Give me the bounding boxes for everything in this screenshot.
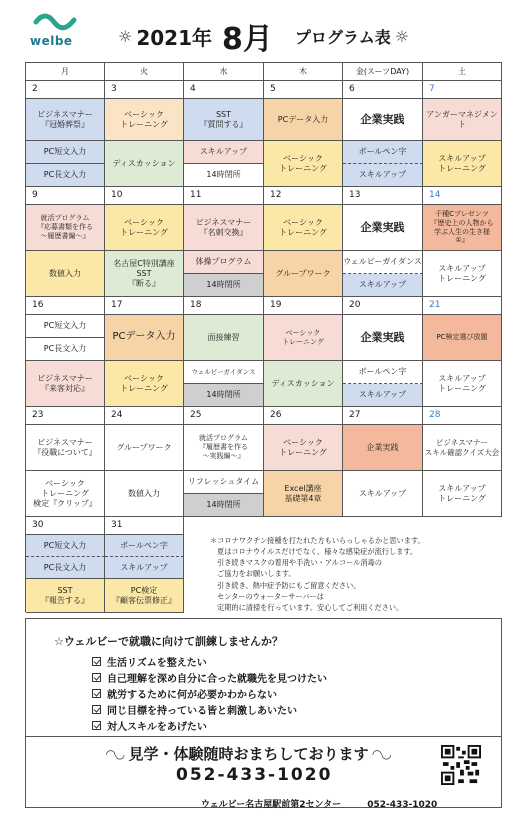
program-cell: 企業実践: [343, 99, 423, 141]
notice-text: [210, 535, 500, 613]
checkbox-icon: [92, 705, 101, 714]
qr-code-icon[interactable]: [441, 745, 481, 785]
notice-line: 夏はコロナウイルスだけでなく、様々な感染症が流行します。: [217, 547, 418, 557]
date-cell: 18: [184, 297, 264, 315]
program-cell: ベーシック トレーニング: [264, 205, 343, 251]
program-cell: スキルアップ: [343, 274, 423, 297]
weekday-tue: 火: [105, 63, 184, 81]
program-cell: 数値入力: [105, 471, 184, 517]
calendar-grid: [25, 62, 502, 518]
program-cell: Excel講座 基礎第4章: [264, 471, 343, 517]
program-cell: PC短文入力: [26, 141, 105, 164]
program-cell: ベーシック トレーニング: [264, 315, 343, 361]
notice-line: 定期的に清掃を行っています。安心してご利用ください。: [217, 602, 404, 612]
date-cell: 11: [184, 187, 264, 205]
program-cell: 企業実践: [343, 315, 423, 361]
checklist-label: 自己理解を深め自分に合った就職先を見つけたい: [107, 673, 327, 685]
checkbox-icon: [92, 673, 101, 682]
checkbox-icon: [92, 689, 101, 698]
date-cell: 16: [26, 297, 105, 315]
program-cell: ベーシック トレーニング: [105, 205, 184, 251]
date-cell: 13: [343, 187, 423, 205]
logo-text: welbe: [30, 34, 73, 48]
program-cell: 就活プログラム 『履歴書を作る ～実践編～』: [184, 425, 264, 471]
program-cell: PC短文入力: [26, 315, 105, 338]
program-cell: PC検定 『顧客伝票修正』: [105, 579, 184, 613]
date-cell: 28: [423, 407, 502, 425]
date-cell: 31: [105, 517, 184, 535]
program-cell: ビジネスマナー 『役職について』: [26, 425, 105, 471]
date-cell: 19: [264, 297, 343, 315]
program-cell: 面接練習: [184, 315, 264, 361]
program-cell: 体操プログラム: [184, 251, 264, 274]
program-cell: PC長文入力: [26, 338, 105, 361]
divider: [26, 736, 501, 737]
program-cell: スキルアップ トレーニング: [423, 251, 502, 297]
checklist-item: [92, 685, 327, 701]
program-cell: PCデータ入力: [264, 99, 343, 141]
date-cell: 21: [423, 297, 502, 315]
date-cell: 24: [105, 407, 184, 425]
date-cell: 27: [343, 407, 423, 425]
program-cell: 14時閉所: [184, 274, 264, 297]
program-cell: ビジネスマナー スキル確認クイズ大会: [423, 425, 502, 471]
checklist-item: [92, 717, 327, 733]
date-cell: 23: [26, 407, 105, 425]
date-cell: 12: [264, 187, 343, 205]
program-cell: ディスカッション: [264, 361, 343, 407]
program-cell: スキルアップ: [343, 384, 423, 407]
program-cell: ビジネスマナー 『冠婚葬祭』: [26, 99, 105, 141]
sun-ornament-icon: ☼: [394, 26, 410, 46]
program-cell: スキルアップ: [184, 141, 264, 164]
program-cell: グループワーク: [264, 251, 343, 297]
phone-number[interactable]: 052-433-1020: [176, 765, 333, 785]
date-cell: 4: [184, 81, 264, 99]
program-cell: PC長文入力: [26, 164, 105, 187]
program-cell: ウェルビーガイダンス: [184, 361, 264, 384]
date-cell: 5: [264, 81, 343, 99]
visit-banner: [106, 743, 391, 764]
appeal-question: ☆ウェルビーで就職に向けて訓練しませんか？: [54, 635, 283, 648]
program-cell: 名古屋C特別講座 SST 『断る』: [105, 251, 184, 297]
center-name: ウェルビー名古屋駅前第2センター: [201, 800, 342, 810]
center-phone: 052-433-1020: [367, 800, 438, 810]
program-cell: 14時閉所: [184, 384, 264, 407]
program-cell: PC長文入力: [26, 557, 105, 579]
checklist-item: [92, 653, 327, 669]
weekday-fri: 金(スーツDAY): [343, 63, 423, 81]
program-cell: PC検定選び放題: [423, 315, 502, 361]
program-cell: ボールペン字: [343, 141, 423, 164]
program-cell: 千種Cプレゼンツ 『歴史上の人物から 学ぶ人生の生き様 ①』: [423, 205, 502, 251]
sun-ornament-icon: ☼: [118, 26, 133, 46]
program-cell: ベーシック トレーニング: [264, 141, 343, 187]
notice-line: 引き続きマスクの着用や手洗い・アルコール消毒の: [217, 558, 382, 568]
program-cell: ディスカッション: [105, 141, 184, 187]
program-cell: ウェルビーガイダンス: [343, 251, 423, 274]
program-cell: リフレッシュタイム: [184, 471, 264, 494]
checklist-label: 対人スキルをあげたい: [107, 721, 207, 733]
date-cell: 25: [184, 407, 264, 425]
date-cell: 14: [423, 187, 502, 205]
notice-line: センターのウォーターサーバーは: [217, 591, 324, 601]
program-cell: スキルアップ: [343, 164, 423, 187]
program-cell: ビジネスマナー 『来客対応』: [26, 361, 105, 407]
program-cell: スキルアップ: [343, 471, 423, 517]
date-cell: 20: [343, 297, 423, 315]
date-cell: 10: [105, 187, 184, 205]
program-cell: ベーシック トレーニング: [105, 361, 184, 407]
checklist-label: 就労するために何が必要かわからない: [107, 689, 277, 701]
program-cell: PCデータ入力: [105, 315, 184, 361]
date-cell: 6: [343, 81, 423, 99]
program-cell: 就活プログラム 『応募書類を作る ～履歴書編～』: [26, 205, 105, 251]
program-cell: 14時閉所: [184, 494, 264, 517]
checklist-label: 同じ目標を持っている皆と刺激しあいたい: [107, 705, 297, 717]
program-cell: スキルアップ トレーニング: [423, 361, 502, 407]
program-cell: PC短文入力: [26, 535, 105, 557]
calendar-week5: [25, 516, 184, 612]
weekday-sat: 土: [423, 63, 502, 81]
notice-line: ご協力をお願いします。: [217, 569, 296, 579]
program-cell: スキルアップ トレーニング: [423, 141, 502, 187]
program-cell: ボールペン字: [105, 535, 184, 557]
checkbox-icon: [92, 657, 101, 666]
wave-ornament-icon: ◠◡: [372, 746, 391, 761]
date-cell: 3: [105, 81, 184, 99]
program-cell: 企業実践: [343, 425, 423, 471]
program-cell: ボールペン字: [343, 361, 423, 384]
checklist-item: [92, 701, 327, 717]
program-cell: SST 『報告する』: [26, 579, 105, 613]
visit-text: 見学・体験随時おまちしております: [128, 745, 369, 763]
program-cell: アンガーマネジメント: [423, 99, 502, 141]
checklist-item: [92, 669, 327, 685]
page-title: [118, 14, 409, 58]
program-cell: スキルアップ トレーニング: [423, 471, 502, 517]
program-cell: ビジネスマナー 『名刺交換』: [184, 205, 264, 251]
title-month: 8月: [222, 22, 273, 57]
date-cell: 26: [264, 407, 343, 425]
weekday-mon: 月: [26, 63, 105, 81]
date-cell: 9: [26, 187, 105, 205]
notice-line: 引き続き、熱中症予防にもご留意ください。: [217, 580, 361, 590]
program-cell: グループワーク: [105, 425, 184, 471]
weekday-thu: 木: [264, 63, 343, 81]
appeal-box: [25, 618, 502, 808]
date-cell: 2: [26, 81, 105, 99]
program-cell: SST 『質問する』: [184, 99, 264, 141]
center-info: [201, 797, 437, 810]
program-cell: ベーシック トレーニング: [105, 99, 184, 141]
program-cell: ベーシック トレーニング: [264, 425, 343, 471]
checkbox-icon: [92, 721, 101, 730]
wave-ornament-icon: ◠◡: [106, 746, 125, 761]
program-cell: ベーシック トレーニング 検定『クリップ』: [26, 471, 105, 517]
date-cell: 30: [26, 517, 105, 535]
program-cell: 数値入力: [26, 251, 105, 297]
program-cell: スキルアップ: [105, 557, 184, 579]
title-year: 2021年: [136, 25, 213, 50]
date-cell: 7: [423, 81, 502, 99]
weekday-wed: 水: [184, 63, 264, 81]
checklist-label: 生活リズムを整えたい: [107, 657, 207, 669]
notice-line: ＊コロナワクチン接種を打たれた方もいらっしゃるかと思います。: [210, 536, 425, 545]
date-cell: 17: [105, 297, 184, 315]
program-cell: 企業実践: [343, 205, 423, 251]
program-cell: 14時閉所: [184, 164, 264, 187]
appeal-checklist: [92, 653, 327, 733]
header: [0, 0, 518, 62]
title-suffix: プログラム表: [294, 27, 391, 47]
